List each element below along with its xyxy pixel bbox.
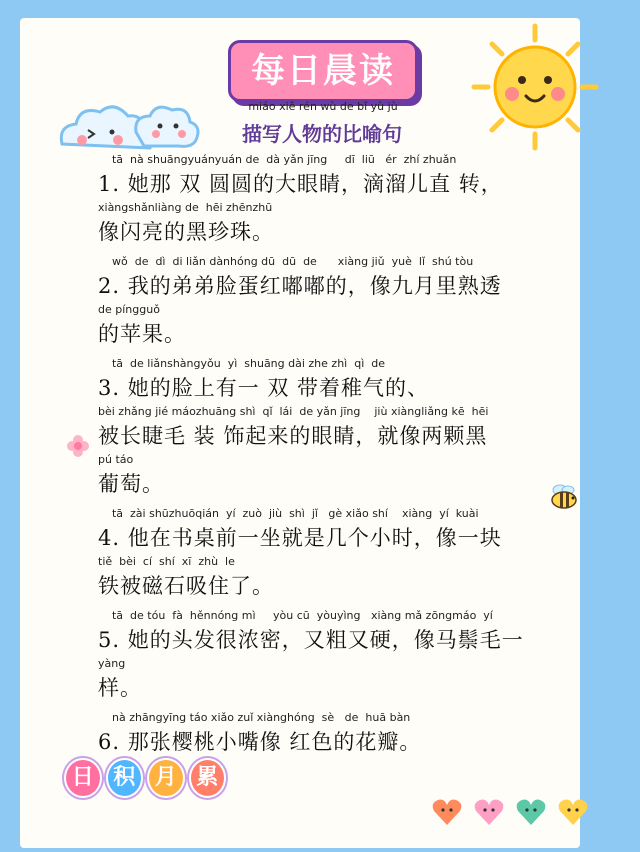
hearts-decoration bbox=[430, 795, 600, 831]
sentence-line: 2. 我的弟弟脸蛋红嘟嘟的，像九月里熟透 bbox=[98, 274, 502, 298]
stamp-char: 日 bbox=[64, 758, 102, 798]
pinyin-line: de píngguǒ bbox=[98, 303, 160, 316]
pinyin-line: tā zài shūzhuōqián yí zuò jiù shì jǐ gè xiǎo shí xiàng yí kuài bbox=[98, 507, 479, 520]
sentence-line: 被长睫毛 装 饰起来的眼睛，就像两颗黑 bbox=[98, 424, 488, 448]
pinyin-line: bèi zhǎng jié máozhuāng shì qǐ lái de yǎn jīng jiù xiàngliǎng kē hēi bbox=[98, 405, 489, 418]
sentence-line: 4. 他在书桌前一坐就是几个小时，像一块 bbox=[98, 526, 502, 550]
heart-icon bbox=[556, 795, 590, 829]
subtitle: 描写人物的比喻句 bbox=[242, 122, 402, 146]
bee-icon bbox=[546, 482, 580, 510]
sentence-3 bbox=[98, 356, 568, 500]
sentence-line: 样。 bbox=[98, 676, 142, 700]
sentence-line: 像闪亮的黑珍珠。 bbox=[98, 220, 274, 244]
sentence-line: 铁被磁石吸住了。 bbox=[98, 574, 274, 598]
heart-icon bbox=[472, 795, 506, 829]
sentence-2 bbox=[98, 254, 568, 350]
pinyin-line: tiě bèi cí shí xī zhù le bbox=[98, 555, 235, 568]
stamp-char: 累 bbox=[189, 758, 227, 798]
flower-icon bbox=[66, 434, 90, 458]
pinyin-line: wǒ de dì di liǎn dànhóng dū dū de xiàng jiǔ yuè lǐ shú tòu bbox=[98, 255, 474, 268]
pinyin-line: tā de tóu fà hěnnóng mì yòu cū yòuyìng xiàng mǎ zōngmáo yí bbox=[98, 609, 493, 622]
subtitle-pinyin: miáo xiě rén wù de bǐ yù jù bbox=[248, 100, 398, 113]
stamp-char: 积 bbox=[106, 758, 144, 798]
sentence-line: 5. 她的头发很浓密，又粗又硬，像马鬃毛一 bbox=[98, 628, 524, 652]
sentence-5 bbox=[98, 608, 568, 704]
pinyin-line: yàng bbox=[98, 657, 126, 670]
pinyin-line: nà zhāngyīng táo xiǎo zuǐ xiànghóng sè de huā bàn bbox=[98, 711, 411, 724]
sentence-1 bbox=[98, 152, 568, 248]
heart-icon bbox=[430, 795, 464, 829]
sentence-6 bbox=[98, 710, 568, 758]
stamp-char: 月 bbox=[147, 758, 185, 798]
sentence-line: 的苹果。 bbox=[98, 322, 186, 346]
sentence-4 bbox=[98, 506, 568, 602]
sun-icon bbox=[470, 22, 600, 152]
pinyin-line: tā de liǎnshàngyǒu yì shuāng dài zhe zhì qì de bbox=[98, 357, 385, 370]
sentence-line: 1. 她那 双 圆圆的大眼睛，滴溜儿直 转， bbox=[98, 172, 503, 196]
pinyin-line: tā nà shuāngyuányuán de dà yǎn jīng dī liū ér zhí zhuǎn bbox=[98, 153, 457, 166]
daily-stamp bbox=[64, 758, 226, 800]
heart-icon bbox=[514, 795, 548, 829]
sentence-line: 6. 那张樱桃小嘴像 红色的花瓣。 bbox=[98, 730, 422, 754]
pinyin-line: pú táo bbox=[98, 453, 134, 466]
sentence-line: 3. 她的脸上有一 双 带着稚气的、 bbox=[98, 376, 430, 400]
pinyin-line: xiàngshǎnliàng de hēi zhēnzhū bbox=[98, 201, 273, 214]
sentence-list bbox=[98, 152, 568, 758]
page-title: 每日晨读 bbox=[228, 40, 418, 102]
sentence-line: 葡萄。 bbox=[98, 472, 164, 496]
